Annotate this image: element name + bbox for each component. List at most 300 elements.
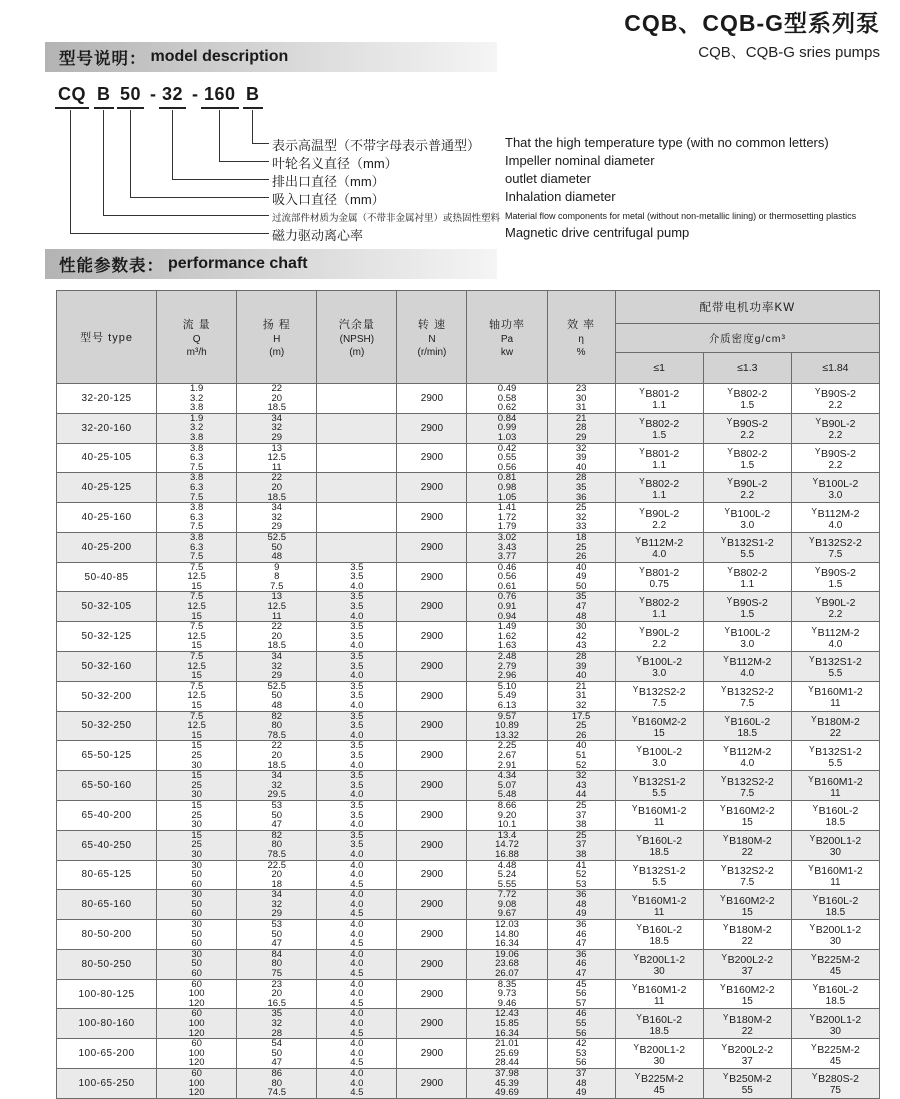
header-power (467, 291, 547, 384)
table-row (57, 503, 880, 533)
motor-cell: YB280S-2 75 (791, 1068, 879, 1098)
header-power-zh: 轴功率 (489, 319, 526, 331)
flow-cell: 7.5 12.5 15 (157, 622, 237, 652)
flow-cell: 15 25 30 (157, 771, 237, 801)
model-cell: 100-80-125 (57, 979, 157, 1009)
head-cell: 82 80 78.5 (237, 830, 317, 860)
npsh-cell: 4.0 4.0 4.5 (317, 920, 397, 950)
performance-table (56, 290, 880, 1099)
table-row (57, 473, 880, 503)
model-code-diagram (0, 84, 900, 246)
yb-motor-mark: Y (815, 594, 822, 605)
table-row (57, 1068, 880, 1098)
motor-cell: YB90L-2 2.2 (615, 503, 703, 533)
npsh-cell: 4.0 4.0 4.5 (317, 1039, 397, 1069)
table-row (57, 1039, 880, 1069)
flow-cell: 3.8 6.3 7.5 (157, 532, 237, 562)
yb-motor-mark: Y (631, 713, 638, 724)
model-cell: 32-20-160 (57, 413, 157, 443)
yb-motor-mark: Y (812, 803, 819, 814)
motor-cell: YB160M1-2 11 (615, 979, 703, 1009)
table-row (57, 920, 880, 950)
npsh-cell (317, 384, 397, 414)
flow-cell: 30 50 60 (157, 920, 237, 950)
header-eff-unit: % (576, 347, 586, 358)
model-cell: 65-40-250 (57, 830, 157, 860)
model-code-token: CQ (55, 84, 89, 109)
efficiency-cell: 45 56 57 (547, 979, 615, 1009)
yb-motor-mark: Y (814, 445, 821, 456)
efficiency-cell: 40 51 52 (547, 741, 615, 771)
yb-motor-mark: Y (724, 713, 731, 724)
motor-cell: YB100L-2 3.0 (703, 622, 791, 652)
speed-cell: 2900 (397, 443, 467, 473)
motor-cell: YB200L1-2 30 (791, 830, 879, 860)
header-npsh (317, 291, 397, 384)
motor-cell: YB132S2-2 7.5 (791, 532, 879, 562)
yb-motor-mark: Y (639, 505, 645, 516)
motor-cell: YB112M-2 4.0 (791, 622, 879, 652)
yb-motor-mark: Y (812, 982, 819, 993)
head-cell: 86 80 74.5 (237, 1068, 317, 1098)
efficiency-cell: 37 48 49 (547, 1068, 615, 1098)
npsh-cell: 4.0 4.0 4.5 (317, 860, 397, 890)
efficiency-cell: 46 55 56 (547, 1009, 615, 1039)
speed-cell: 2900 (397, 622, 467, 652)
table-row (57, 384, 880, 414)
yb-motor-mark: Y (811, 1071, 818, 1082)
motor-cell: YB112M-2 4.0 (615, 532, 703, 562)
motor-cell: YB90S-2 2.2 (791, 443, 879, 473)
model-code-legend-zh: 表示高温型（不带字母表示普通型） (272, 138, 481, 153)
header-density-class-2: ≤1.3 (703, 353, 791, 384)
power-cell: 0.49 0.58 0.62 (467, 384, 547, 414)
flow-cell: 15 25 30 (157, 741, 237, 771)
motor-cell: YB132S1-2 5.5 (791, 741, 879, 771)
model-code-legend-zh: 磁力驱动离心率 (272, 228, 364, 243)
yb-motor-mark: Y (719, 803, 726, 814)
header-head (237, 291, 317, 384)
yb-motor-mark: Y (720, 684, 727, 695)
yb-motor-mark: Y (724, 505, 731, 516)
motor-cell: YB200L1-2 30 (615, 1039, 703, 1069)
header-head-symbol: H (273, 334, 281, 345)
npsh-cell: 4.0 4.0 4.5 (317, 979, 397, 1009)
motor-cell: YB802-2 1.1 (615, 592, 703, 622)
flow-cell: 7.5 12.5 15 (157, 711, 237, 741)
yb-motor-mark: Y (720, 535, 727, 546)
section-heading-en: model description (150, 48, 289, 65)
efficiency-cell: 36 46 47 (547, 949, 615, 979)
page-title-block (624, 5, 880, 62)
yb-motor-mark: Y (720, 862, 727, 873)
speed-cell: 2900 (397, 473, 467, 503)
motor-cell: YB132S2-2 7.5 (703, 860, 791, 890)
yb-motor-mark: Y (719, 982, 726, 993)
yb-motor-mark: Y (809, 833, 816, 844)
motor-cell: YB90S-2 2.2 (791, 384, 879, 414)
motor-cell: YB132S1-2 5.5 (615, 771, 703, 801)
yb-motor-mark: Y (639, 624, 645, 635)
head-cell: 22 20 18.5 (237, 473, 317, 503)
motor-cell: YB100L-2 3.0 (703, 503, 791, 533)
yb-motor-mark: Y (809, 922, 816, 933)
motor-cell: YB180M-2 22 (791, 711, 879, 741)
yb-motor-mark: Y (639, 416, 645, 427)
yb-motor-mark: Y (633, 952, 639, 963)
power-cell: 19.06 23.68 26.07 (467, 949, 547, 979)
npsh-cell: 3.5 3.5 4.0 (317, 681, 397, 711)
motor-cell: YB802-2 1.1 (703, 562, 791, 592)
head-cell: 52.5 50 48 (237, 681, 317, 711)
head-cell: 53 50 47 (237, 920, 317, 950)
speed-cell: 2900 (397, 413, 467, 443)
head-cell: 34 32 29 (237, 413, 317, 443)
table-row (57, 830, 880, 860)
yb-motor-mark: Y (812, 475, 819, 486)
yb-motor-mark: Y (808, 654, 815, 665)
motor-cell: YB160M2-2 15 (703, 890, 791, 920)
motor-cell: YB160L-2 18.5 (791, 979, 879, 1009)
yb-motor-mark: Y (632, 862, 639, 873)
speed-cell: 2900 (397, 830, 467, 860)
motor-cell: YB200L2-2 37 (703, 1039, 791, 1069)
table-header (57, 291, 880, 384)
yb-motor-mark: Y (639, 594, 645, 605)
model-cell: 50-32-250 (57, 711, 157, 741)
head-cell: 9 8 7.5 (237, 562, 317, 592)
model-cell: 100-65-200 (57, 1039, 157, 1069)
table-row (57, 949, 880, 979)
motor-cell: YB160M2-2 15 (703, 979, 791, 1009)
model-cell: 65-40-200 (57, 800, 157, 830)
model-code-legend-en: That the high temperature type (with no common letters) (505, 135, 829, 150)
npsh-cell: 3.5 3.5 4.0 (317, 562, 397, 592)
head-cell: 22 20 18.5 (237, 741, 317, 771)
yb-motor-mark: Y (639, 565, 645, 576)
power-cell: 12.43 15.85 16.34 (467, 1009, 547, 1039)
model-cell: 40-25-105 (57, 443, 157, 473)
efficiency-cell: 42 53 56 (547, 1039, 615, 1069)
motor-cell: YB802-2 1.5 (703, 384, 791, 414)
flow-cell: 30 50 60 (157, 890, 237, 920)
flow-cell: 1.9 3.2 3.8 (157, 384, 237, 414)
table-row (57, 413, 880, 443)
yb-motor-mark: Y (636, 743, 642, 754)
yb-motor-mark: Y (808, 535, 815, 546)
motor-cell: YB100L-2 3.0 (791, 473, 879, 503)
yb-motor-mark: Y (808, 684, 814, 695)
yb-motor-mark: Y (636, 654, 642, 665)
efficiency-cell: 40 49 50 (547, 562, 615, 592)
yb-motor-mark: Y (727, 565, 733, 576)
yb-motor-mark: Y (811, 713, 817, 724)
yb-motor-mark: Y (811, 1041, 817, 1052)
flow-cell: 3.8 6.3 7.5 (157, 443, 237, 473)
motor-cell: YB132S1-2 5.5 (791, 652, 879, 682)
flow-cell: 15 25 30 (157, 800, 237, 830)
yb-motor-mark: Y (726, 594, 733, 605)
head-cell: 52.5 50 48 (237, 532, 317, 562)
motor-cell: YB802-2 1.1 (615, 473, 703, 503)
motor-cell: YB160L-2 18.5 (615, 830, 703, 860)
motor-cell: YB160M1-2 11 (791, 771, 879, 801)
yb-motor-mark: Y (727, 475, 733, 486)
head-cell: 22.5 20 18 (237, 860, 317, 890)
motor-cell: YB100L-2 3.0 (615, 741, 703, 771)
yb-motor-mark: Y (633, 1041, 639, 1052)
header-npsh-symbol: (NPSH) (339, 334, 375, 345)
speed-cell: 2900 (397, 920, 467, 950)
motor-cell: YB225M-2 45 (791, 1039, 879, 1069)
model-cell: 100-80-160 (57, 1009, 157, 1039)
table-row (57, 532, 880, 562)
yb-motor-mark: Y (723, 654, 729, 665)
yb-motor-mark: Y (631, 892, 638, 903)
motor-cell: YB180M-2 22 (703, 1009, 791, 1039)
yb-motor-mark: Y (722, 1011, 729, 1022)
npsh-cell (317, 473, 397, 503)
flow-cell: 7.5 12.5 15 (157, 592, 237, 622)
yb-motor-mark: Y (720, 773, 727, 784)
yb-motor-mark: Y (634, 1071, 641, 1082)
npsh-cell: 3.5 3.5 4.0 (317, 711, 397, 741)
header-flow-unit: m³/h (186, 347, 207, 358)
head-cell: 23 20 16.5 (237, 979, 317, 1009)
model-code-legend-en: Material flow components for metal (without non-metallic lining) or thermosetting plastics (505, 211, 857, 221)
motor-cell: YB160L-2 18.5 (703, 711, 791, 741)
motor-cell: YB90S-2 1.5 (791, 562, 879, 592)
npsh-cell (317, 532, 397, 562)
head-cell: 53 50 47 (237, 800, 317, 830)
power-cell: 1.49 1.62 1.63 (467, 622, 547, 652)
flow-cell: 60 100 120 (157, 1039, 237, 1069)
model-cell: 100-65-250 (57, 1068, 157, 1098)
motor-cell: YB200L1-2 30 (791, 920, 879, 950)
efficiency-cell: 23 30 31 (547, 384, 615, 414)
motor-cell: YB160L-2 18.5 (615, 920, 703, 950)
motor-cell: YB802-2 1.5 (615, 413, 703, 443)
motor-cell: YB132S2-2 7.5 (615, 681, 703, 711)
model-code-legend-en: Magnetic drive centrifugal pump (505, 225, 690, 240)
npsh-cell: 3.5 3.5 4.0 (317, 622, 397, 652)
header-density-class-3: ≤1.84 (791, 353, 879, 384)
header-motor-group: 配带电机功率KW (615, 291, 879, 324)
yb-motor-mark: Y (724, 624, 731, 635)
yb-motor-mark: Y (636, 922, 642, 933)
table-row (57, 562, 880, 592)
motor-cell: YB160M2-2 15 (615, 711, 703, 741)
table-row (57, 741, 880, 771)
npsh-cell: 4.0 4.0 4.5 (317, 890, 397, 920)
motor-cell: YB801-2 1.1 (615, 443, 703, 473)
power-cell: 9.57 10.89 13.32 (467, 711, 547, 741)
power-cell: 3.02 3.43 3.77 (467, 532, 547, 562)
speed-cell: 2900 (397, 979, 467, 1009)
model-cell: 80-65-125 (57, 860, 157, 890)
model-cell: 50-32-160 (57, 652, 157, 682)
model-cell: 80-50-250 (57, 949, 157, 979)
npsh-cell: 4.0 4.0 4.5 (317, 949, 397, 979)
yb-motor-mark: Y (814, 565, 821, 576)
table-row (57, 979, 880, 1009)
yb-motor-mark: Y (722, 922, 729, 933)
yb-motor-mark: Y (809, 1011, 816, 1022)
model-cell: 80-50-200 (57, 920, 157, 950)
header-head-unit: (m) (269, 347, 285, 358)
power-cell: 8.66 9.20 10.1 (467, 800, 547, 830)
yb-motor-mark: Y (721, 952, 728, 963)
speed-cell: 2900 (397, 532, 467, 562)
header-speed-zh: 转 速 (417, 319, 446, 331)
motor-cell: YB90S-2 2.2 (703, 413, 791, 443)
motor-cell: YB112M-2 4.0 (703, 652, 791, 682)
motor-cell: YB180M-2 22 (703, 920, 791, 950)
head-cell: 22 20 18.5 (237, 384, 317, 414)
model-cell: 32-20-125 (57, 384, 157, 414)
model-code-token: 160 (201, 84, 239, 109)
speed-cell: 2900 (397, 592, 467, 622)
speed-cell: 2900 (397, 1009, 467, 1039)
flow-cell: 30 50 60 (157, 860, 237, 890)
yb-motor-mark: Y (811, 624, 818, 635)
yb-motor-mark: Y (632, 684, 639, 695)
table-row (57, 860, 880, 890)
table-row (57, 652, 880, 682)
motor-cell: YB132S1-2 5.5 (703, 532, 791, 562)
table-row (57, 711, 880, 741)
yb-motor-mark: Y (719, 892, 726, 903)
header-model: 型号 type (57, 291, 157, 384)
motor-cell: YB200L1-2 30 (791, 1009, 879, 1039)
table-row (57, 890, 880, 920)
model-code-connector-line (70, 110, 269, 234)
power-cell: 0.81 0.98 1.05 (467, 473, 547, 503)
motor-cell: YB200L2-2 37 (703, 949, 791, 979)
model-code-legend-zh: 过流部件材质为金属（不带非金属衬里）或热固性塑料 (272, 213, 501, 224)
npsh-cell (317, 443, 397, 473)
speed-cell: 2900 (397, 741, 467, 771)
table-row (57, 1009, 880, 1039)
npsh-cell: 3.5 3.5 4.0 (317, 652, 397, 682)
power-cell: 0.84 0.99 1.03 (467, 413, 547, 443)
flow-cell: 60 100 120 (157, 1009, 237, 1039)
efficiency-cell: 36 48 49 (547, 890, 615, 920)
speed-cell: 2900 (397, 562, 467, 592)
speed-cell: 2900 (397, 1039, 467, 1069)
model-code-token: 50 (117, 84, 144, 109)
model-code-legend-zh: 叶轮名义直径（mm） (272, 156, 398, 171)
head-cell: 34 32 29 (237, 652, 317, 682)
efficiency-cell: 17.5 25 26 (547, 711, 615, 741)
efficiency-cell: 21 28 29 (547, 413, 615, 443)
model-code-legend-zh: 排出口直径（mm） (272, 174, 385, 189)
motor-cell: YB801-2 0.75 (615, 562, 703, 592)
npsh-cell (317, 413, 397, 443)
speed-cell: 2900 (397, 800, 467, 830)
head-cell: 22 20 18.5 (237, 622, 317, 652)
head-cell: 34 32 29.5 (237, 771, 317, 801)
power-cell: 7.72 9.08 9.67 (467, 890, 547, 920)
flow-cell: 3.8 6.3 7.5 (157, 473, 237, 503)
header-flow-symbol: Q (192, 334, 201, 345)
npsh-cell: 4.0 4.0 4.5 (317, 1009, 397, 1039)
model-cell: 50-32-105 (57, 592, 157, 622)
performance-table-body (57, 384, 880, 1099)
motor-cell: YB160L-2 18.5 (615, 1009, 703, 1039)
head-cell: 35 32 28 (237, 1009, 317, 1039)
header-speed-unit: (r/min) (417, 347, 447, 358)
motor-cell: YB90S-2 1.5 (703, 592, 791, 622)
npsh-cell: 4.0 4.0 4.5 (317, 1068, 397, 1098)
motor-cell: YB90L-2 2.2 (703, 473, 791, 503)
section-header-performance (45, 249, 497, 279)
power-cell: 0.42 0.55 0.56 (467, 443, 547, 473)
header-head-zh: 扬 程 (262, 319, 291, 331)
speed-cell: 2900 (397, 681, 467, 711)
speed-cell: 2900 (397, 771, 467, 801)
motor-cell: YB160M2-2 15 (703, 800, 791, 830)
power-cell: 4.34 5.07 5.48 (467, 771, 547, 801)
efficiency-cell: 18 25 26 (547, 532, 615, 562)
power-cell: 4.48 5.24 5.55 (467, 860, 547, 890)
yb-motor-mark: Y (814, 386, 821, 397)
motor-cell: YB200L1-2 30 (615, 949, 703, 979)
motor-cell: YB802-2 1.5 (703, 443, 791, 473)
motor-cell: YB132S1-2 5.5 (615, 860, 703, 890)
yb-motor-mark: Y (722, 1071, 729, 1082)
npsh-cell (317, 503, 397, 533)
speed-cell: 2900 (397, 890, 467, 920)
power-cell: 37.98 45.39 49.69 (467, 1068, 547, 1098)
model-code-legend-zh: 吸入口直径（mm） (272, 192, 385, 207)
model-code-token: 32 (159, 84, 186, 109)
header-speed-symbol: N (428, 334, 436, 345)
head-cell: 82 80 78.5 (237, 711, 317, 741)
power-cell: 0.46 0.56 0.61 (467, 562, 547, 592)
efficiency-cell: 36 46 47 (547, 920, 615, 950)
motor-cell: YB132S2-2 7.5 (703, 681, 791, 711)
motor-cell: YB160L-2 18.5 (791, 890, 879, 920)
yb-motor-mark: Y (808, 743, 815, 754)
yb-motor-mark: Y (636, 1011, 642, 1022)
yb-motor-mark: Y (723, 743, 729, 754)
flow-cell: 60 100 120 (157, 1068, 237, 1098)
npsh-cell: 3.5 3.5 4.0 (317, 592, 397, 622)
yb-motor-mark: Y (727, 445, 733, 456)
yb-motor-mark: Y (631, 803, 638, 814)
header-npsh-unit: (m) (349, 347, 365, 358)
flow-cell: 7.5 12.5 15 (157, 562, 237, 592)
model-cell: 65-50-125 (57, 741, 157, 771)
motor-cell: YB100L-2 3.0 (615, 652, 703, 682)
motor-cell: YB225M-2 45 (615, 1068, 703, 1098)
model-code-legend-en: Inhalation diameter (505, 189, 616, 204)
header-efficiency (547, 291, 615, 384)
head-cell: 84 80 75 (237, 949, 317, 979)
section-heading-zh: 性能参数表： (59, 257, 164, 275)
motor-cell: YB180M-2 22 (703, 830, 791, 860)
npsh-cell: 3.5 3.5 4.0 (317, 741, 397, 771)
motor-cell: YB90L-2 2.2 (791, 592, 879, 622)
model-code-legend-en: Impeller nominal diameter (505, 153, 655, 168)
yb-motor-mark: Y (811, 952, 817, 963)
motor-cell: YB90L-2 2.2 (615, 622, 703, 652)
motor-cell: YB250M-2 55 (703, 1068, 791, 1098)
power-cell: 0.76 0.91 0.94 (467, 592, 547, 622)
flow-cell: 1.9 3.2 3.8 (157, 413, 237, 443)
head-cell: 34 32 29 (237, 890, 317, 920)
